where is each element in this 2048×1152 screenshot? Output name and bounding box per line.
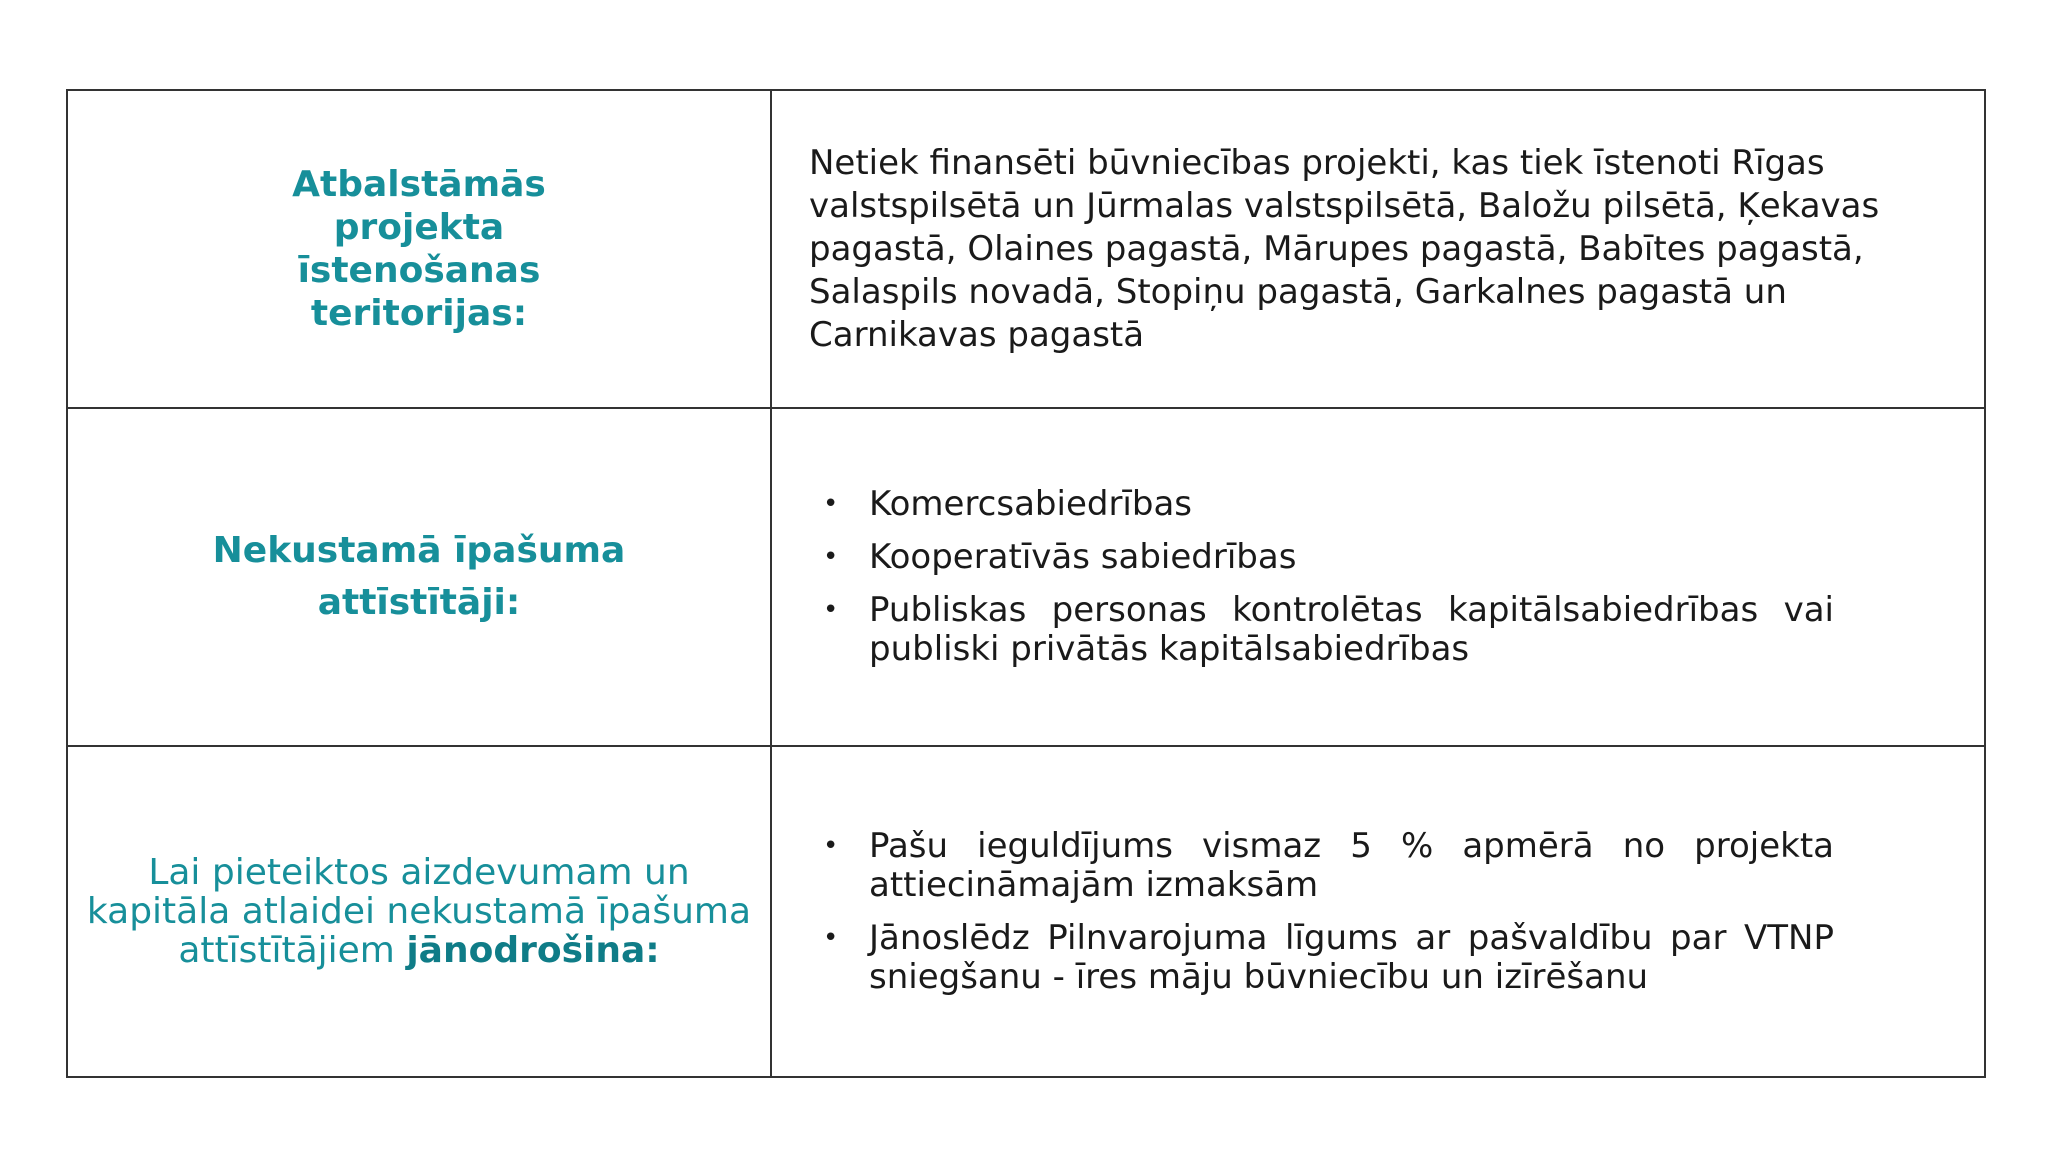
list-item bbox=[809, 919, 1834, 997]
bullet-icon: • bbox=[823, 542, 839, 572]
bullet-icon: • bbox=[823, 489, 839, 519]
territories-label: Atbalstāmās projekta īstenošanas teritorijas: bbox=[292, 164, 546, 334]
list-item-text: Pašu ieguldījums vismaz 5 % apmērā no projekta attiecināmajām izmaksām bbox=[869, 825, 1834, 905]
row-content-cell bbox=[771, 408, 1985, 746]
list-item bbox=[809, 827, 1834, 905]
developers-label-line: Nekustamā īpašuma bbox=[212, 530, 626, 571]
info-table bbox=[66, 89, 1986, 1078]
developers-label-line: attīstītāji: bbox=[317, 582, 521, 623]
requirements-list bbox=[809, 827, 1834, 997]
row-label-cell bbox=[67, 408, 771, 746]
row-label-cell bbox=[67, 90, 771, 408]
requirements-label-line bbox=[68, 931, 770, 970]
requirements-label-prefix: attīstītājiem bbox=[178, 930, 395, 971]
requirements-label-line: kapitāla atlaidei nekustamā īpašuma bbox=[86, 891, 752, 932]
list-item-text: Kooperatīvās sabiedrības bbox=[869, 537, 1297, 577]
territories-text: Netiek finansēti būvniecības projekti, kas tiek īstenoti Rīgas valstspilsētā un Jūrmalas valstspilsētā, Baložu pilsētā, Ķekavas pagastā, Olaines pagastā, Mārupes pagastā, Babītes pagastā, Salaspils novadā, Stopiņu pagastā, Garkalnes pagastā un Carnikavas pagastā bbox=[809, 142, 1880, 355]
list-item-text: Komercsabiedrības bbox=[869, 484, 1192, 524]
row-content-cell bbox=[771, 746, 1985, 1077]
table-row bbox=[67, 746, 1985, 1077]
list-item bbox=[809, 591, 1834, 669]
requirements-label bbox=[68, 853, 770, 970]
list-item bbox=[809, 538, 1834, 577]
row-label-cell bbox=[67, 746, 771, 1077]
list-item bbox=[809, 485, 1834, 524]
requirements-label-emphasis: jānodrošina: bbox=[406, 930, 660, 971]
bullet-icon: • bbox=[823, 922, 839, 953]
row-content-cell bbox=[771, 90, 1985, 408]
developers-label bbox=[68, 525, 770, 629]
requirements-label-line: Lai pieteiktos aizdevumam un bbox=[148, 852, 690, 893]
bullet-icon: • bbox=[823, 830, 839, 861]
list-item-text: Publiskas personas kontrolētas kapitālsabiedrības vai publiski privātās kapitālsabiedrības bbox=[869, 590, 1834, 669]
table-row bbox=[67, 90, 1985, 408]
developers-list bbox=[809, 485, 1834, 669]
bullet-icon: • bbox=[823, 595, 839, 625]
table-row bbox=[67, 408, 1985, 746]
list-item-text: Jānoslēdz Pilnvarojuma līgums ar pašvaldību par VTNP sniegšanu - īres māju būvniecību un izīrēšanu bbox=[869, 917, 1834, 997]
